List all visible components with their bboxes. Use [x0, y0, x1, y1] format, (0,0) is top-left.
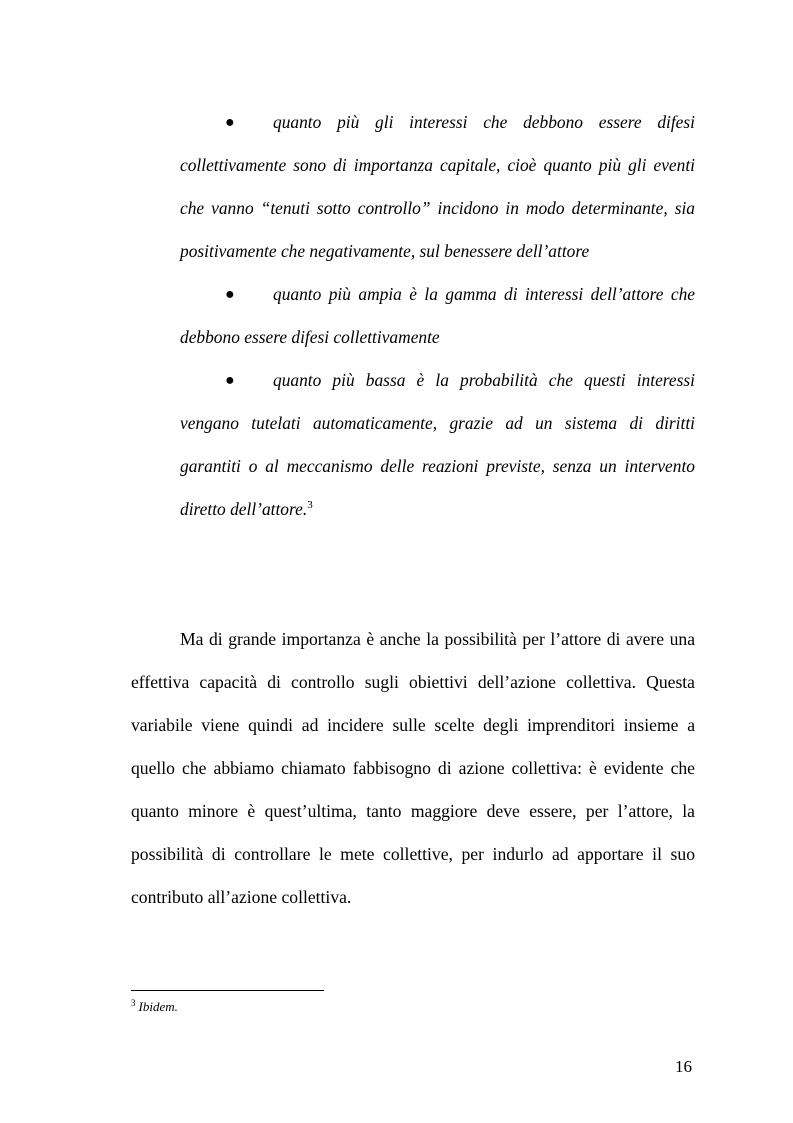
- bullet-dot-icon: ●: [225, 286, 235, 303]
- footnote-text: Ibidem.: [138, 999, 178, 1014]
- bullet-dot-icon: ●: [225, 114, 235, 131]
- bullet-list: [180, 101, 695, 531]
- page-number: 16: [675, 1057, 692, 1076]
- footnote-divider: [131, 990, 324, 991]
- bullet-dot-icon: ●: [225, 372, 235, 389]
- bullet-item-2: [180, 273, 695, 359]
- bullet-text-3: quanto più bassa è la probabilità che questi interessi vengano tutelati automaticamente, grazie ad un sistema di diritti garantiti o al meccanismo delle reazioni previste, senza un intervento diretto dell’attore: [180, 370, 695, 519]
- bullet-item-1: [180, 101, 695, 273]
- footnote-reference[interactable]: 3: [307, 499, 313, 511]
- bullet-text-2: quanto più ampia è la gamma di interessi dell’attore che debbono essere difesi collettivamente: [180, 284, 695, 347]
- bullet-text-1: quanto più gli interessi che debbono essere difesi collettivamente sono di importanza capitale, cioè quanto più gli eventi che vanno “tenuti sotto controllo” incidono in modo determinante, sia positivamente che negativamente, sul benessere dell’attore: [180, 112, 695, 261]
- footnote: [131, 998, 178, 1016]
- bullet-trailing-period: .: [302, 499, 308, 519]
- bullet-item-3: [180, 359, 695, 531]
- footnote-number: 3: [131, 998, 136, 1008]
- body-paragraph: Ma di grande importanza è anche la possibilità per l’attore di avere una effettiva capacità di controllo sugli obiettivi dell’azione collettiva. Questa variabile viene quindi ad incidere sulle scelte degli imprenditori insieme a quello che abbiamo chiamato fabbisogno di azione collettiva: è evidente che quanto minore è quest’ultima, tanto maggiore deve essere, per l’attore, la possibilità di controllare le mete collettive, per indurlo ad apportare il suo contributo all’azione collettiva.: [131, 629, 695, 907]
